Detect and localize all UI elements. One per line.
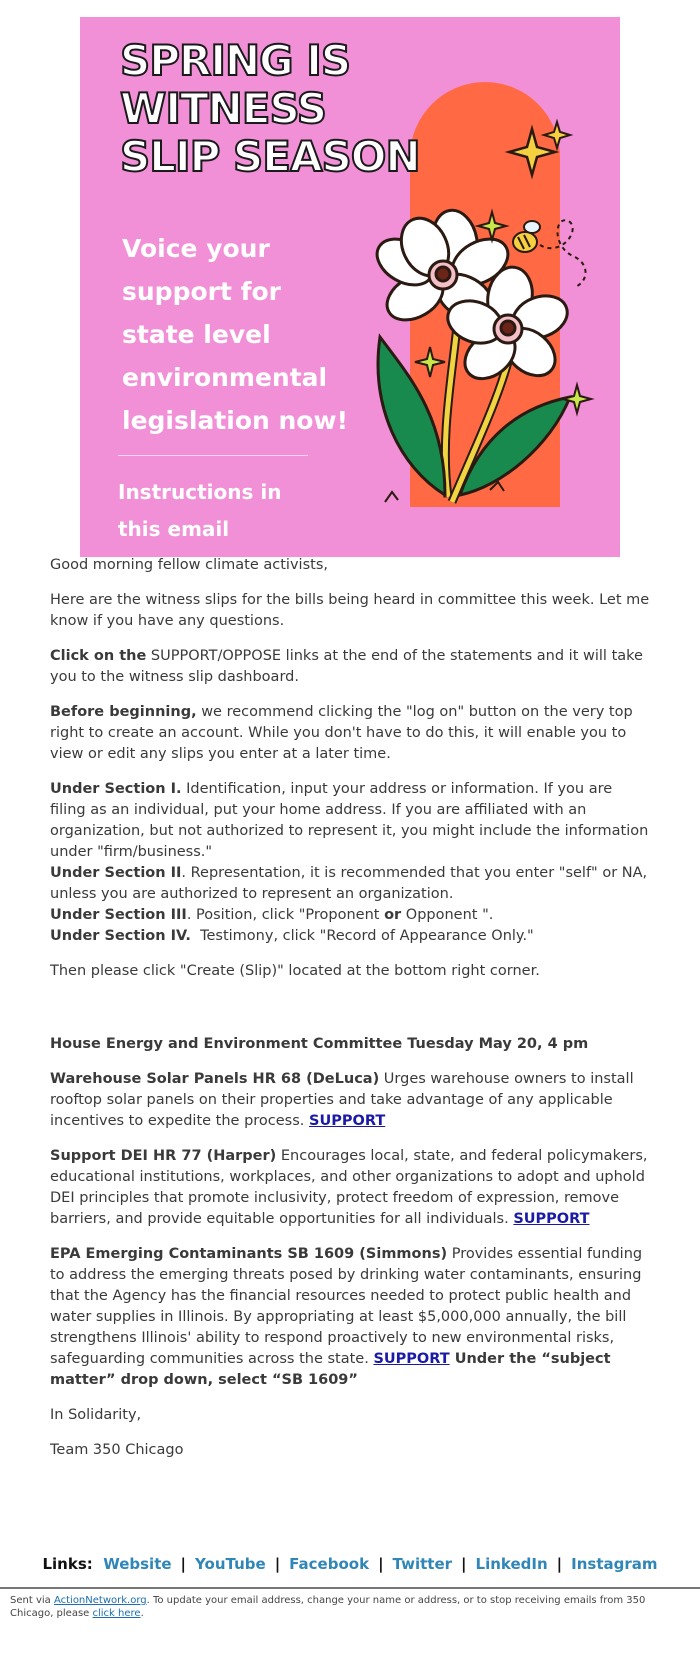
support-link[interactable]: SUPPORT [373, 1351, 450, 1367]
unsubscribe-link[interactable]: click here [92, 1608, 141, 1619]
before-text: we recommend clicking the "log on" button on the very top right to create an account. While you don't have to do this, it will enable you to view or edit any slips you enter at a later time. [50, 704, 633, 762]
hero-subtitle-line: environmental [122, 363, 328, 392]
click-text: SUPPORT/OPPOSE links at the end of the statements and it will take you to the witness slip dashboard. [50, 648, 643, 685]
hero-title [120, 37, 420, 181]
signoff: In Solidarity, [50, 1407, 142, 1423]
bill-title: Support DEI HR 77 (Harper) [50, 1148, 277, 1164]
section-1-text: Identification, input your address or information. If you are filing as an individual, put your home address. If you are affiliated with an organization, but not authorized to represent it, you might include the information under "firm/business." [50, 781, 649, 860]
team-signature: Team 350 Chicago [50, 1442, 184, 1458]
section-2-text: . Representation, it is recommended that you enter "self" or NA, unless you are authorized to represent an organization. [50, 865, 648, 902]
section-3-bold: Under Section III [50, 907, 187, 923]
hero-subtitle [122, 227, 372, 442]
support-link[interactable]: SUPPORT [309, 1113, 386, 1129]
hero-banner [80, 17, 620, 557]
youtube-link[interactable]: YouTube [195, 1555, 266, 1573]
link-separator: | [378, 1555, 384, 1573]
hero-subtitle-line: state level [122, 320, 271, 349]
actionnetwork-link[interactable]: ActionNetwork.org [53, 1595, 147, 1606]
hero-subtitle-line: Voice your [122, 234, 270, 263]
click-bold: Click on the [50, 648, 147, 664]
hero-instructions-line: this email [118, 517, 230, 541]
bill-item [50, 1146, 650, 1230]
bill-item [50, 1244, 650, 1391]
hero-title-line: SPRING IS [120, 36, 351, 85]
create-slip-instructions: Then please click "Create (Slip)" located at the bottom right corner. [50, 963, 540, 979]
greeting: Good morning fellow climate activists, [50, 557, 328, 573]
click-instructions [50, 646, 650, 688]
bill-title: Warehouse Solar Panels HR 68 (DeLuca) [50, 1071, 380, 1087]
bill-note: Under the “subject matter” drop down, select “SB 1609” [50, 1351, 611, 1388]
hero-instructions [118, 474, 281, 548]
bill-description: Encourages local, state, and federal policymakers, educational institutions, workplaces, and other organizations to adopt and uphold DEI principles that promote inclusivity, protect freedom of expression, remove barriers, and provide equitable opportunities for all individuals. [50, 1148, 648, 1227]
footer-divider [0, 1587, 700, 1589]
bill-description: Provides essential funding to address the emerging threats posed by drinking water contaminants, ensuring that the Agency has the financial resources needed to protect public health and water supplies in Illinois. By appropriating at least $5,000,000 annually, the bill strengthens Illinois' ability to respond proactively to new environmental risks, safeguarding communities across the state. [50, 1246, 643, 1367]
website-link[interactable]: Website [103, 1555, 172, 1573]
bill-description: Urges warehouse owners to install rooftop solar panels on their properties and take advantage of any applicable incentives to expedite the process. [50, 1071, 634, 1129]
facebook-link[interactable]: Facebook [289, 1555, 370, 1573]
section-instructions [50, 779, 650, 947]
email-body [50, 555, 650, 1475]
before-instructions [50, 702, 650, 765]
hero-title-line: SLIP SEASON [120, 132, 420, 181]
section-3-or: or [384, 907, 402, 923]
intro-paragraph: Here are the witness slips for the bills being heard in committee this week. Let me know if you have any questions. [50, 592, 650, 629]
footer [10, 1594, 690, 1620]
linkedin-link[interactable]: LinkedIn [475, 1555, 548, 1573]
link-separator: | [461, 1555, 467, 1573]
before-bold: Before beginning, [50, 704, 197, 720]
footer-end: . [140, 1608, 144, 1619]
committee-heading [50, 1034, 650, 1055]
section-3-text-end: Opponent ". [401, 907, 494, 923]
bill-item [50, 1069, 650, 1132]
sparkle-icon [563, 385, 591, 413]
link-separator: | [556, 1555, 563, 1573]
footer-text: . To update your email address, change your name or address, or to stop receiving emails from 350 Chicago, please [10, 1595, 646, 1619]
link-separator: | [180, 1555, 187, 1573]
instagram-link[interactable]: Instagram [571, 1555, 658, 1573]
section-4-text: Testimony, click "Record of Appearance Only." [190, 928, 534, 944]
hero-subtitle-line: legislation now! [122, 406, 348, 435]
twitter-link[interactable]: Twitter [392, 1555, 453, 1573]
links-bar [0, 1555, 700, 1573]
footer-sent-via: Sent via [10, 1595, 54, 1606]
bill-title: EPA Emerging Contaminants SB 1609 (Simmons) [50, 1246, 448, 1262]
hero-title-line: WITNESS [120, 84, 327, 133]
section-4-bold: Under Section IV. [50, 928, 191, 944]
section-3-text: . Position, click "Proponent [186, 907, 385, 923]
links-label: Links: [42, 1555, 93, 1573]
hero-instructions-line: Instructions in [118, 480, 282, 504]
hero-subtitle-line: support for [122, 277, 282, 306]
hero-divider [118, 455, 308, 456]
committee-heading-text: House Energy and Environment Committee Tuesday May 20, 4 pm [50, 1036, 589, 1052]
support-link[interactable]: SUPPORT [513, 1211, 590, 1227]
section-2-bold: Under Section II [50, 865, 182, 881]
link-separator: | [274, 1555, 281, 1573]
section-1-bold: Under Section I. [50, 781, 182, 797]
